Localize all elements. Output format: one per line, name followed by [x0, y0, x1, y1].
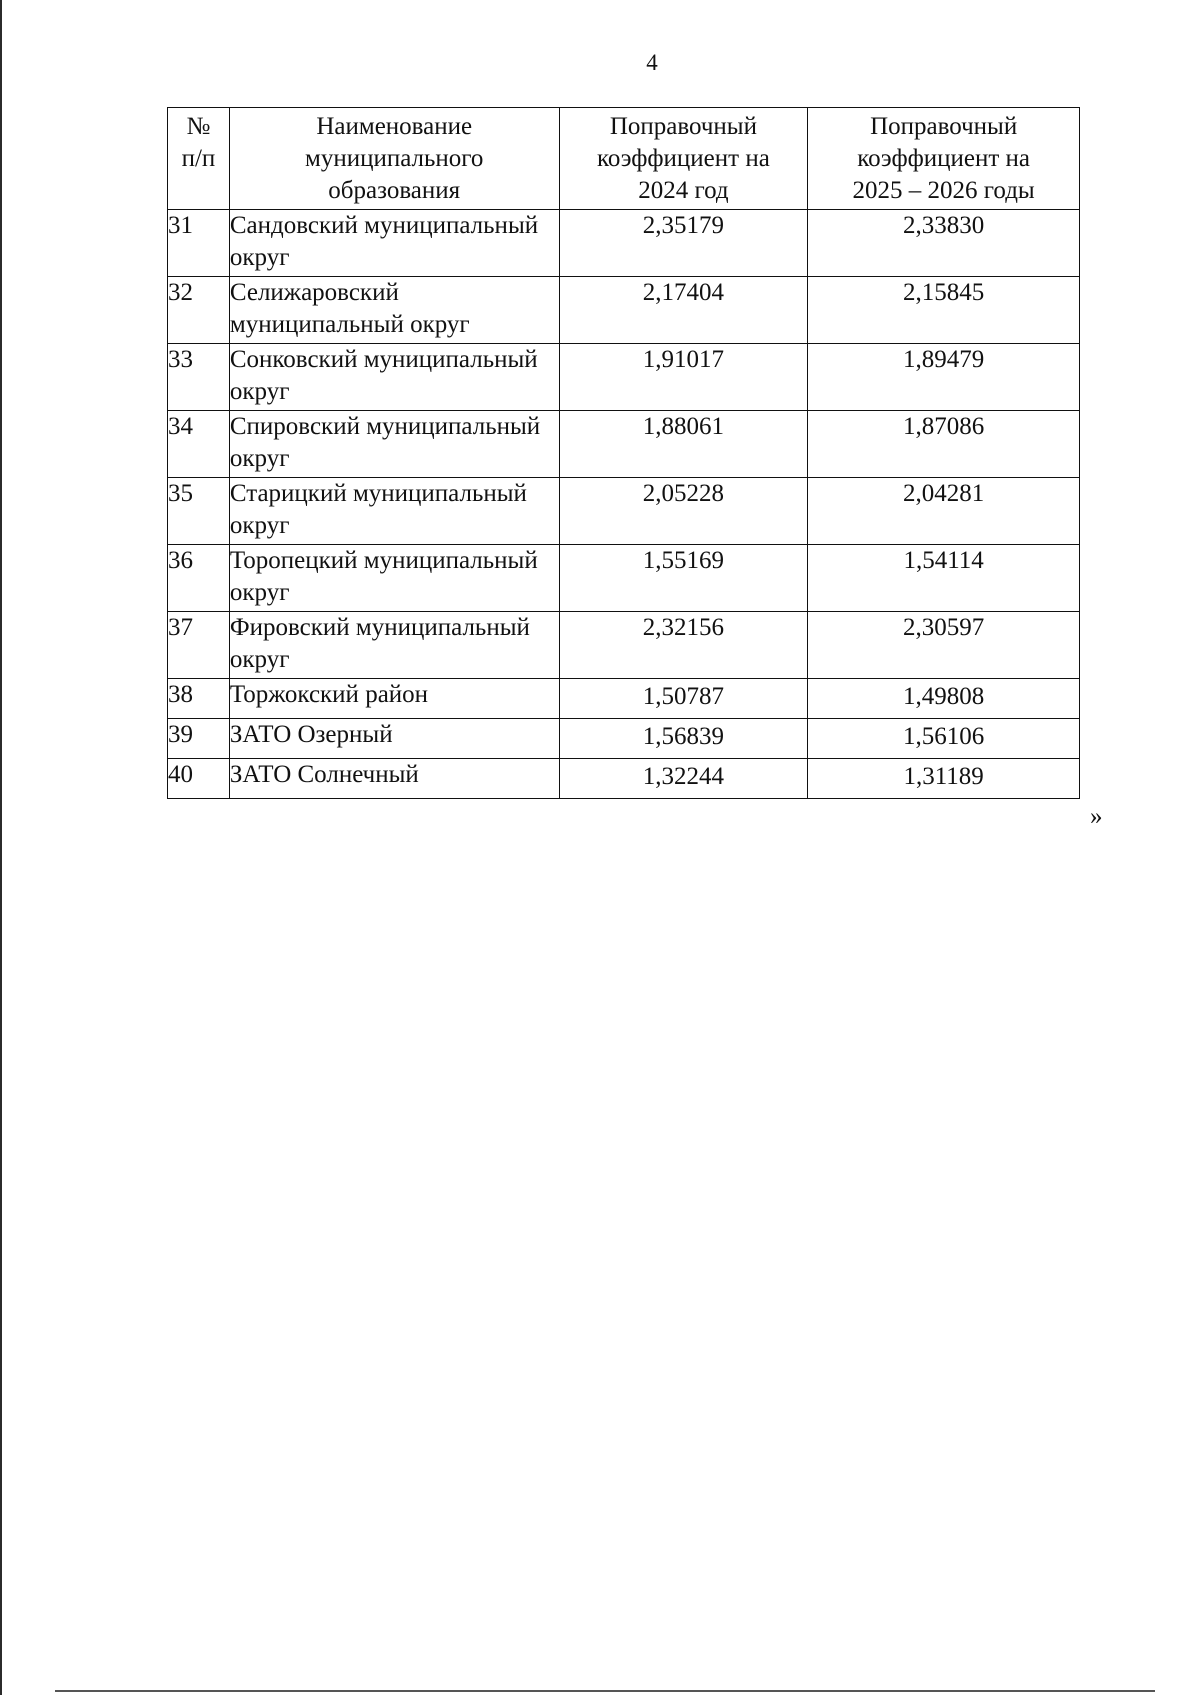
coefficient-2025-2026: 1,54114	[808, 545, 1080, 612]
municipality-name: Торжокский район	[229, 679, 559, 719]
closing-quote: »	[1090, 803, 1103, 830]
coefficient-2025-2026: 2,04281	[808, 478, 1080, 545]
coefficient-2024: 1,50787	[559, 679, 808, 719]
coefficient-2025-2026: 1,89479	[808, 344, 1080, 411]
municipality-name: Сандовский муниципальный округ	[229, 210, 559, 277]
row-number: 37	[168, 612, 230, 679]
coefficient-2024: 1,88061	[559, 411, 808, 478]
table-row	[168, 719, 1080, 759]
municipality-name: Торопецкий муниципальный округ	[229, 545, 559, 612]
coefficient-2025-2026: 1,87086	[808, 411, 1080, 478]
header-municipality-name: Наименование муниципального образования	[229, 108, 559, 210]
municipality-name: Сонковский муниципальный округ	[229, 344, 559, 411]
municipality-name: Селижаровский муниципальный округ	[229, 277, 559, 344]
municipality-name: ЗАТО Солнечный	[229, 759, 559, 799]
coefficient-2024: 1,91017	[559, 344, 808, 411]
table-row	[168, 478, 1080, 545]
coefficient-2025-2026: 1,31189	[808, 759, 1080, 799]
coefficient-2025-2026: 2,33830	[808, 210, 1080, 277]
row-number: 35	[168, 478, 230, 545]
row-number: 31	[168, 210, 230, 277]
page-number: 4	[646, 50, 658, 75]
municipality-name: Фировский муниципальный округ	[229, 612, 559, 679]
municipality-name: ЗАТО Озерный	[229, 719, 559, 759]
coefficients-table	[167, 107, 1080, 799]
table-header	[168, 108, 1080, 210]
coefficient-2024: 2,05228	[559, 478, 808, 545]
coefficient-2024: 2,32156	[559, 612, 808, 679]
row-number: 39	[168, 719, 230, 759]
header-coefficient-2025-2026: Поправочный коэффициент на 2025 – 2026 годы	[808, 108, 1080, 210]
table-row	[168, 411, 1080, 478]
row-number: 33	[168, 344, 230, 411]
table-row	[168, 759, 1080, 799]
table-body	[168, 210, 1080, 799]
header-row	[168, 108, 1080, 210]
scan-edge-left	[0, 0, 2, 1695]
coefficient-2024: 1,56839	[559, 719, 808, 759]
coefficient-2025-2026: 1,49808	[808, 679, 1080, 719]
coefficient-2024: 1,55169	[559, 545, 808, 612]
coefficient-2024: 2,35179	[559, 210, 808, 277]
coefficient-2025-2026: 2,30597	[808, 612, 1080, 679]
row-number: 40	[168, 759, 230, 799]
table-row	[168, 210, 1080, 277]
table-row	[168, 344, 1080, 411]
municipality-name: Старицкий муниципальный округ	[229, 478, 559, 545]
scan-edge-bottom	[55, 1690, 1155, 1692]
coefficient-2024: 1,32244	[559, 759, 808, 799]
municipality-name: Спировский муниципальный округ	[229, 411, 559, 478]
table-row	[168, 679, 1080, 719]
coefficient-2025-2026: 2,15845	[808, 277, 1080, 344]
row-number: 32	[168, 277, 230, 344]
table-row	[168, 277, 1080, 344]
row-number: 34	[168, 411, 230, 478]
coefficient-2024: 2,17404	[559, 277, 808, 344]
header-number: № п/п	[168, 108, 230, 210]
table-row	[168, 612, 1080, 679]
row-number: 36	[168, 545, 230, 612]
coefficient-2025-2026: 1,56106	[808, 719, 1080, 759]
row-number: 38	[168, 679, 230, 719]
table-row	[168, 545, 1080, 612]
header-coefficient-2024: Поправочный коэффициент на 2024 год	[559, 108, 808, 210]
